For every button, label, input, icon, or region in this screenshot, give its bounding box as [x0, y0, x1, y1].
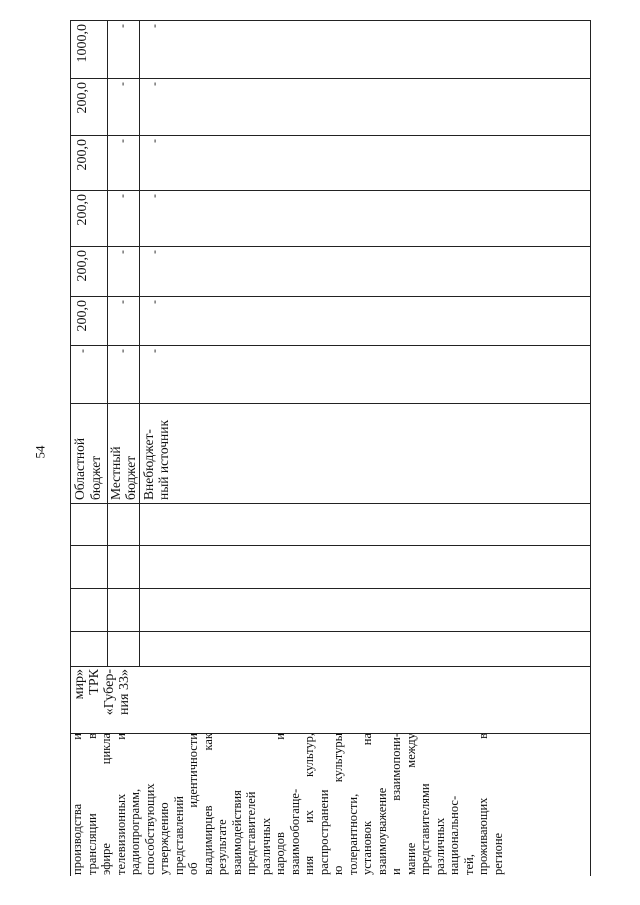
- funding-value: -: [147, 82, 161, 86]
- funding-value: 200,0: [75, 300, 90, 332]
- source-cell-regional: [70, 403, 107, 503]
- source-cell-local: [107, 403, 139, 503]
- funding-value-cell: [139, 135, 180, 190]
- funding-value: -: [147, 139, 161, 143]
- description-line: телевизионных и: [113, 733, 128, 875]
- funding-value: -: [147, 349, 161, 353]
- description-line: трансляции в: [84, 733, 99, 875]
- funding-value-cell: [70, 190, 107, 246]
- funding-value-cell: [107, 135, 139, 190]
- description-line: представителей: [244, 791, 258, 875]
- source-cell-extrabudget: [139, 403, 179, 503]
- funding-value-cell: [139, 246, 180, 296]
- description-line: способствующих: [142, 783, 157, 875]
- funding-value-cell: [107, 78, 139, 135]
- col-sep-empty-4: [70, 503, 591, 504]
- funding-value: -: [147, 250, 161, 254]
- source-label: Внебюджет-: [141, 429, 156, 500]
- funding-value: -: [147, 300, 161, 304]
- funding-value-cell: [139, 78, 180, 135]
- funding-value: 1000,0: [75, 24, 90, 63]
- funding-value-cell: [107, 190, 139, 246]
- funding-value-cell: [139, 345, 180, 403]
- description-line: представлений: [171, 796, 186, 875]
- funding-value-cell: [70, 78, 107, 135]
- funding-value-cell: [139, 20, 180, 78]
- funding-value-cell: [107, 296, 139, 345]
- funding-value: -: [115, 349, 129, 353]
- funding-value: -: [115, 250, 129, 254]
- funding-value-cell: [70, 20, 107, 78]
- funding-value: -: [115, 24, 129, 28]
- description-line: владимирцев как: [200, 733, 215, 875]
- description-line: утверждению: [157, 802, 171, 875]
- description-line: регионе: [490, 832, 505, 875]
- source-label: бюджет: [123, 455, 138, 500]
- description-line: взаимоуважение: [374, 787, 389, 875]
- funding-value: 200,0: [75, 139, 90, 171]
- funding-value: -: [147, 24, 161, 28]
- executor-line: ния 33»: [117, 669, 132, 715]
- col-sep-empty-1: [70, 631, 591, 632]
- description-line: различных: [258, 817, 273, 875]
- description-line: национальнос-: [447, 795, 461, 875]
- table-border-right: [590, 20, 591, 876]
- funding-value-cell: [70, 135, 107, 190]
- description-line: проживающих в: [476, 733, 490, 875]
- funding-value-cell: [70, 296, 107, 345]
- description-line: взаимодействия: [229, 790, 244, 875]
- funding-value: 200,0: [75, 82, 90, 114]
- executor-line: мир»: [72, 669, 87, 700]
- funding-value: -: [115, 194, 129, 198]
- funding-value-cell: [107, 20, 139, 78]
- description-line: ния их культур,: [302, 733, 316, 875]
- page-number: 54: [32, 445, 48, 459]
- executor-cell: [70, 666, 590, 733]
- col-sep-empty-2: [70, 588, 591, 589]
- description-line: об идентичности: [186, 733, 200, 875]
- funding-value-cell: [70, 246, 107, 296]
- funding-value: -: [75, 349, 89, 353]
- description-line: различных: [432, 817, 447, 875]
- description-line: мание между: [403, 733, 418, 875]
- description-line: результате: [215, 819, 229, 875]
- description-line: взаимообогаще-: [287, 788, 302, 875]
- description-line: эфире цикла: [99, 733, 113, 875]
- funding-value: -: [115, 139, 129, 143]
- source-label: бюджет: [88, 455, 103, 500]
- description-line: распространени: [316, 789, 331, 875]
- funding-value-cell: [70, 345, 107, 403]
- executor-line: «Губер-: [102, 669, 117, 716]
- description-line: народов и: [273, 733, 287, 875]
- funding-value-cell: [139, 296, 180, 345]
- description-cell: [70, 733, 590, 876]
- funding-value: 200,0: [75, 194, 90, 226]
- description-line: установок на: [360, 733, 374, 875]
- funding-value: -: [115, 82, 129, 86]
- description-line: ю культуры: [331, 733, 345, 875]
- funding-value: 200,0: [75, 250, 90, 282]
- source-label: Местный: [108, 446, 123, 500]
- description-line: и взаимопони-: [389, 733, 403, 875]
- source-label: Областной: [72, 437, 87, 500]
- funding-value-cell: [107, 345, 139, 403]
- col-sep-empty-3: [70, 545, 591, 546]
- description-line: представителями: [418, 783, 432, 875]
- funding-value-cell: [139, 190, 180, 246]
- description-line: толерантности,: [345, 793, 360, 875]
- funding-value-cell: [107, 246, 139, 296]
- funding-value: -: [115, 300, 129, 304]
- description-line: производства и: [70, 733, 84, 875]
- funding-value: -: [147, 194, 161, 198]
- description-line: радиопрограмм,: [128, 788, 142, 875]
- source-label: ный источник: [156, 419, 171, 500]
- description-line: тей,: [461, 854, 476, 875]
- executor-line: ТРК: [87, 669, 102, 695]
